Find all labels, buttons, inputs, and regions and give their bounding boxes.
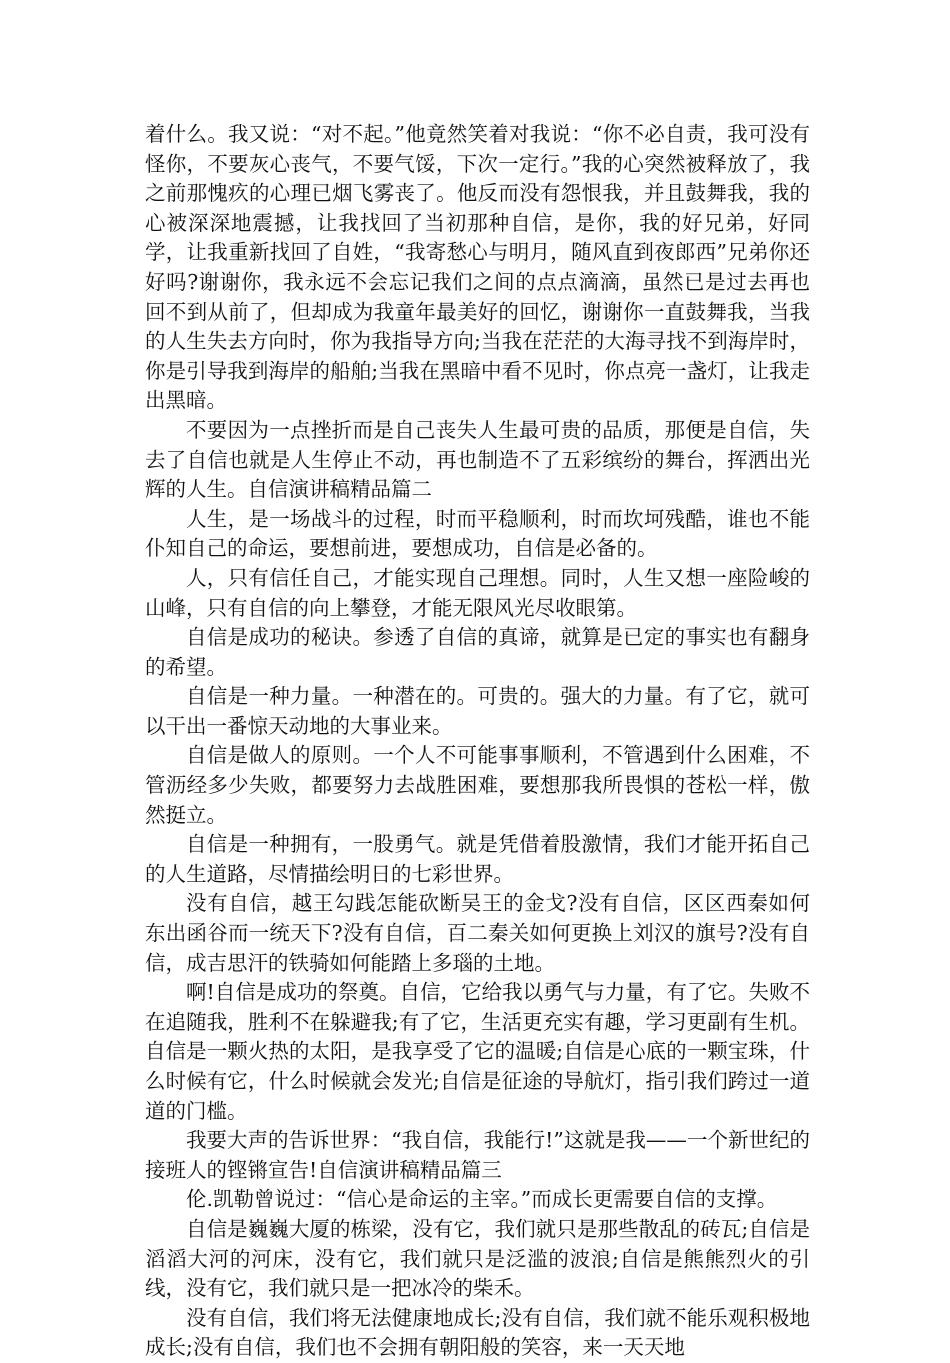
paragraph: 没有自信，越王勾践怎能砍断吴王的金戈?没有自信，区区西秦如何东出函谷而一统天下?没有自信，百二秦关如何更换上刘汉的旗号?没有自信，成吉思汗的铁骑如何能踏上多瑙的土地。 xyxy=(145,891,810,975)
document-body xyxy=(145,120,810,1363)
paragraph: 不要因为一点挫折而是自己丧失人生最可贵的品质，那便是自信，失去了自信也就是人生停止不动，再也制造不了五彩缤纷的舞台，挥洒出光辉的人生。自信演讲稿精品篇二 xyxy=(145,417,810,502)
paragraph: 人生，是一场战斗的过程，时而平稳顺利，时而坎坷残酷，谁也不能仆知自己的命运，要想前进，要想成功，自信是必备的。 xyxy=(145,506,810,561)
paragraph: 啊!自信是成功的祭奠。自信，它给我以勇气与力量，有了它。失败不在追随我，胜利不在躲避我;有了它，生活更充实有趣，学习更副有生机。自信是一颗火热的太阳，是我享受了它的温暖;自信是心底的一颗宝珠，什么时候有它，什么时候就会发光;自信是征途的导航灯，指引我们跨过一道道的门槛。 xyxy=(145,980,810,1123)
paragraph: 着什么。我又说：“对不起。”他竟然笑着对我说：“你不必自责，我可没有怪你，不要灰心丧气，不要气馁，下次一定行。”我的心突然被释放了，我之前那愧疚的心理已烟飞雾丧了。他反而没有怨恨我，并且鼓舞我，我的心被深深地震撼，让我找回了当初那种自信，是你，我的好兄弟，好同学，让我重新找回了自姓，“我寄愁心与明月，随风直到夜郎西”兄弟你还好吗?谢谢你，我永远不会忘记我们之间的点点滴滴，虽然已是过去再也回不到从前了，但却成为我童年最美好的回忆，谢谢你一直鼓舞我，当我的人生失去方向时，你为我指导方向;当我在茫茫的大海寻找不到海岸时，你是引导我到海岸的船舶;当我在黑暗中看不见时，你点亮一盏灯，让我走出黑暗。 xyxy=(145,122,810,413)
paragraph: 人，只有信任自己，才能实现自己理想。同时，人生又想一座险峻的山峰，只有自信的向上攀登，才能无限风光尽收眼第。 xyxy=(145,565,810,620)
paragraph: 自信是一种拥有，一股勇气。就是凭借着股激情，我们才能开拓自己的人生道路，尽情描绘明日的七彩世界。 xyxy=(145,832,810,886)
paragraph: 我要大声的告诉世界：“我自信，我能行!”这就是我——一个新世纪的接班人的铿锵宣告!自信演讲稿精品篇三 xyxy=(145,1128,810,1182)
paragraph: 伦.凯勒曾说过：“信心是命运的主宰。”而成长更需要自信的支撑。 xyxy=(186,1187,778,1212)
paragraph: 自信是做人的原则。一个人不可能事事顺利，不管遇到什么困难，不管沥经多少失败，都要努力去战胜困难，要想那我所畏惧的苍松一样，傲然挺立。 xyxy=(145,743,810,827)
paragraph: 自信是一种力量。一种潜在的。可贵的。强大的力量。有了它，就可以干出一番惊天动地的大事业来。 xyxy=(145,684,810,738)
paragraph: 自信是成功的秘诀。参透了自信的真谛，就算是已定的事实也有翻身的希望。 xyxy=(145,625,810,679)
paragraph: 没有自信，我们将无法健康地成长;没有自信，我们就不能乐观积极地成长;没有自信，我们也不会拥有朝阳般的笑容，来一天天地 xyxy=(145,1305,810,1360)
paragraph: 自信是巍巍大厦的栋梁，没有它，我们就只是那些散乱的砖瓦;自信是滔滔大河的河床，没有它，我们就只是泛滥的波浪;自信是熊熊烈火的引线，没有它，我们就只是一把冰冷的柴禾。 xyxy=(145,1216,810,1301)
